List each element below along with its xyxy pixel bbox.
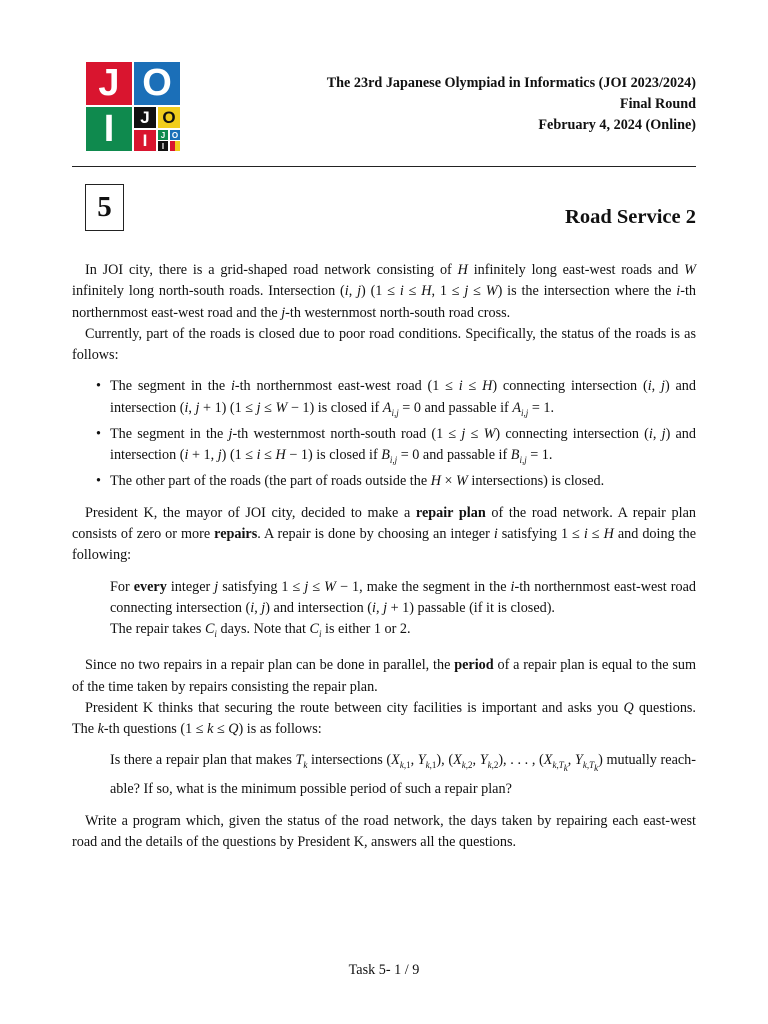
period-paragraph: Since no two repairs in a repair plan can be done in parallel, the period of a repair plan is equal to the sum of the time taken by repairs consisting the repair plan. [72,657,696,695]
contest-header [327,73,696,136]
joi-logo [86,62,180,151]
question-block [110,750,696,800]
list-item: • The segment in the j-th westernmost north-south road (1 ≤ j ≤ W) connecting intersection (i, j) and intersection (i + 1, j) (1 ≤ i ≤ H − 1) is closed if $B_{i,j} = 0$ and passable if $B_{i,j} = 1$. [110,424,696,471]
logo-tile-o: O [134,62,180,105]
logo-tile-j: J [86,62,132,105]
task-number: 5 [97,191,112,223]
logo-tile-tiny-o: O [171,130,179,140]
intro-paragraph: In JOI city, there is a grid-shaped road network consisting of H infinitely long east-west roads and W infinitely long north-south roads. Intersection (i, j) (1 ≤ i ≤ H, 1 ≤ j ≤ W) is the intersection where the i-th northernmost east-west road and the j-th westernmost north-south road cross. [72,262,696,321]
contest-date: February 4, 2024 (Online) [538,117,696,133]
contest-round: Final Round [619,96,696,112]
header-divider [72,166,696,167]
list-item: • The segment in the i-th northernmost east-west road (1 ≤ i ≤ H) connecting intersection (i, j) and intersection (i, j + 1) (1 ≤ j ≤ W − 1) is closed if $A_{i,j} = 0$ and passable if $A_{i,j} = 1$. [110,376,696,423]
logo-tile-i: I [86,107,132,151]
repair-definition-block [110,577,696,646]
logo-tile-tiny-i: I [158,141,168,151]
logo-tile-tiny-mosaic [170,141,180,151]
repair-duration: The repair takes $C_i$ days. Note that $C_i$ is either 1 or 2. [110,621,411,639]
logo-tile-small-j: J [134,107,156,128]
task-number-box [85,184,124,231]
status-paragraph: Currently, part of the roads is closed due to poor road conditions. Specifically, the status of the roads is as follows: [72,325,696,364]
task-title: Road Service 2 [565,206,696,228]
question-text: Is there a repair plan that makes $T_k$ intersections ($X_{k,1}$, $Y_{k,1}$), ($X_{k,2}$, $Y_{k,2}$), . . . , ($X_{k,T_k}$, $Y_{k,T_k}$) mutually reach-able? If so, what is the minimum possible period of such a repair plan? [110,752,696,798]
page-footer: Task 5- 1 / 9 [348,962,420,978]
repair-plan-paragraph: President K, the mayor of JOI city, decided to make a repair plan of the road network. A repair plan consists of zero or more repairs. A repair is done by choosing an integer i satisfying 1 ≤ i ≤ H and doing the following: [72,504,696,564]
list-item: • The other part of the roads (the part of roads outside the H × W intersections) is closed. [110,471,696,492]
contest-name: The 23rd Japanese Olympiad in Informatics (JOI 2023/2024) [326,75,696,91]
logo-tile-small-o: O [158,107,180,128]
problem-statement [72,260,696,853]
questions-paragraph: President K thinks that securing the route between city facilities is important and asks you Q questions. The k-th questions (1 ≤ k ≤ Q) is as follows: [72,699,696,738]
repair-definition: For every integer j satisfying 1 ≤ j ≤ W − 1, make the segment in the i-th northernmost east-west road connecting intersection (i, j) and intersection (i, j + 1) passable (if it is closed). [110,578,696,616]
road-status-list [72,376,696,492]
logo-tile-tiny-j: J [158,130,168,140]
logo-tile-small-i: I [134,130,156,151]
task-paragraph: Write a program which, given the status of the road network, the days taken by repairing each east-west road and the details of the questions by President K, answers all the questions. [72,812,696,850]
